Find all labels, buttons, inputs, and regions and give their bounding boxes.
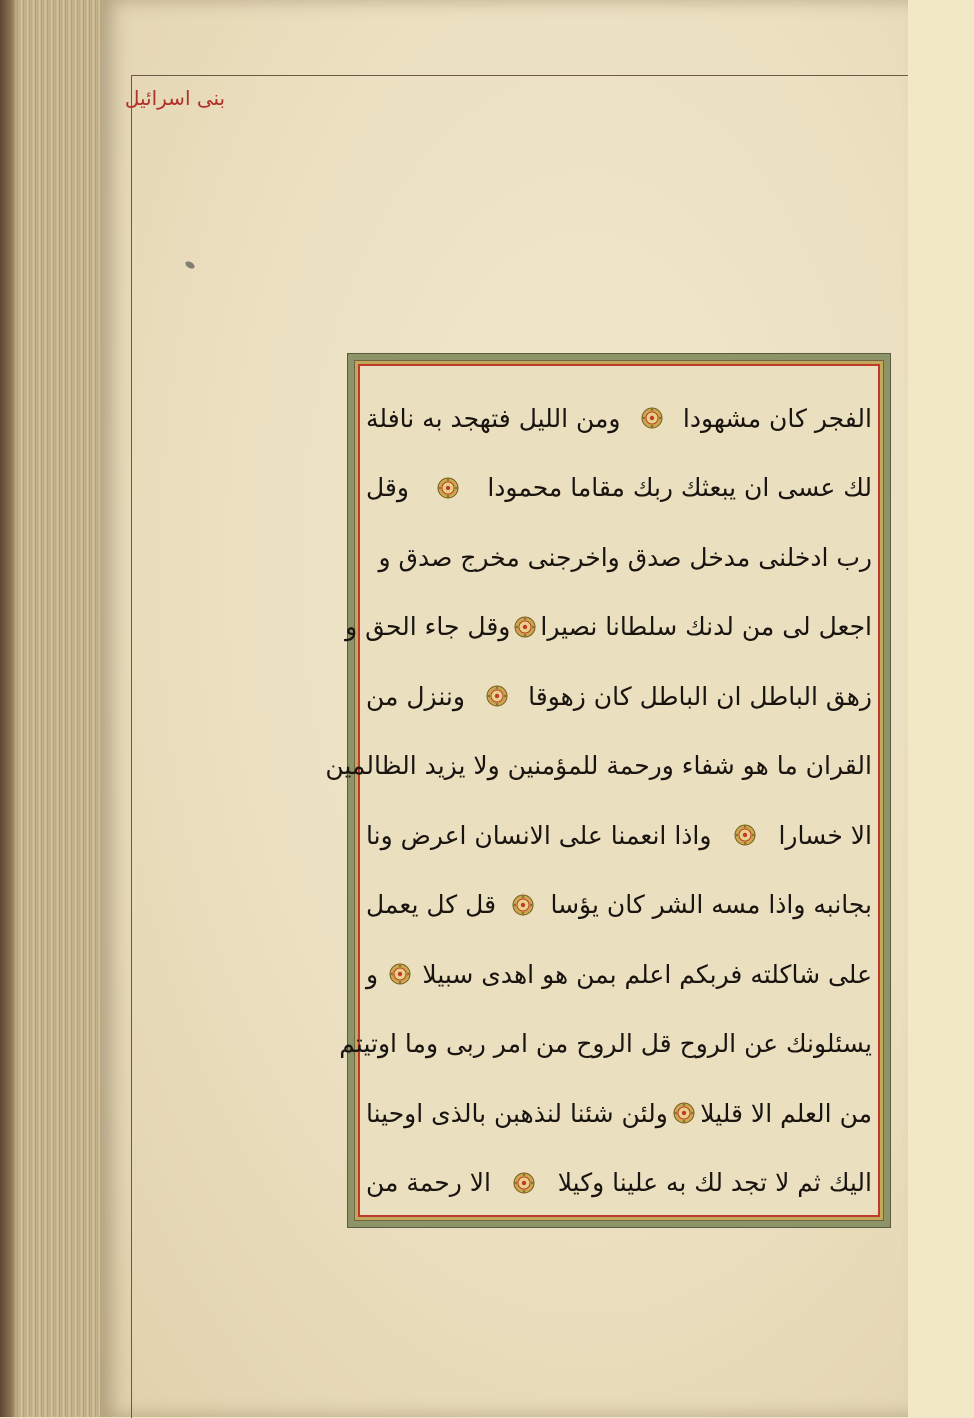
text-line — [325, 736, 872, 796]
text-segment: على شاكلته فربكم اعلم بمن هو اهدى سبيلا — [422, 959, 872, 989]
text-segment: واذا انعمنا على الانسان اعرض ونا — [366, 820, 712, 850]
text-segment: اليك ثم لا تجد لك به علينا وكيلا — [557, 1168, 872, 1197]
text-segment: الا خسارا — [778, 820, 872, 850]
text-segment: زهق الباطل ان الباطل كان زهوقا — [528, 681, 872, 711]
ayah-marker-icon — [673, 1102, 695, 1124]
ayah-marker-icon — [734, 824, 756, 846]
text-segment: اجعل لى من لدنك سلطانا نصيرا — [540, 612, 872, 641]
ayah-marker-icon — [512, 894, 534, 916]
text-line — [366, 458, 872, 518]
text-segment: وننزل من — [366, 681, 465, 711]
text-line — [339, 1014, 872, 1074]
text-segment: ولئن شئنا لنذهبن بالذى اوحينا — [366, 1098, 668, 1128]
background-margin — [908, 0, 974, 1417]
catchword-header: بنی اسرائیل — [124, 86, 226, 110]
text-line — [345, 597, 872, 657]
red-rule-frame — [325, 364, 880, 1217]
text-segment: الفجر كان مشهودا — [682, 403, 872, 433]
text-line — [366, 1153, 872, 1213]
ayah-marker-icon — [514, 616, 536, 638]
text-line — [366, 805, 872, 865]
text-line — [366, 944, 872, 1004]
text-line — [366, 388, 872, 448]
ayah-marker-icon — [513, 1172, 535, 1194]
text-segment: ومن الليل فتهجد به نافلة — [366, 403, 621, 433]
text-line — [366, 875, 872, 935]
text-segment: رب ادخلنى مدخل صدق واخرجنى مخرج صدق و — [378, 542, 872, 572]
ayah-marker-icon — [486, 685, 508, 707]
text-segment: قل كل يعمل — [366, 890, 497, 919]
text-line — [366, 527, 872, 587]
text-segment: الا رحمة من — [366, 1168, 491, 1197]
text-segment: من العلم الا قليلا — [700, 1098, 872, 1128]
ayah-marker-icon — [641, 407, 663, 429]
text-segment: وقل — [366, 473, 409, 502]
ayah-marker-icon — [437, 477, 459, 499]
book-page-edges — [0, 0, 112, 1417]
text-segment: يسئلونك عن الروح قل الروح من امر ربى وما اوتيتم — [339, 1029, 872, 1058]
text-segment: وقل جاء الحق و — [345, 612, 511, 641]
text-line — [366, 666, 872, 726]
text-segment: بجانبه واذا مسه الشر كان يؤسا — [550, 890, 872, 919]
text-block — [325, 384, 872, 1201]
text-segment: القران ما هو شفاء ورحمة للمؤمنين ولا يزيد الظالمين — [325, 751, 872, 780]
ayah-marker-icon — [389, 963, 411, 985]
text-segment: لك عسى ان يبعثك ربك مقاما محمودا — [487, 473, 872, 502]
text-line — [366, 1083, 872, 1143]
text-segment: و — [366, 959, 379, 989]
illuminated-text-panel — [325, 353, 891, 1228]
